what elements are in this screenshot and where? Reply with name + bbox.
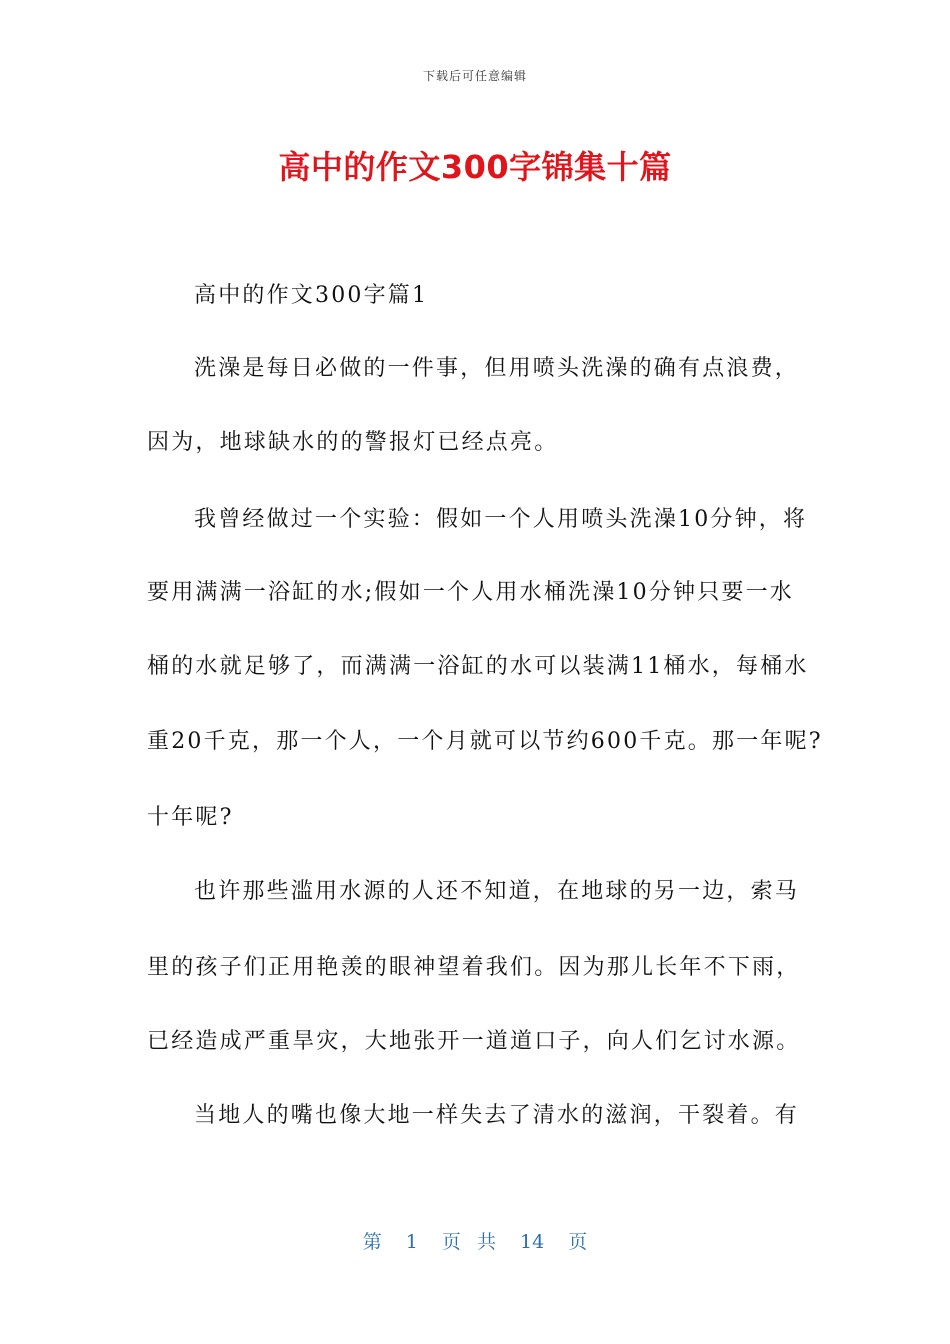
- paragraph-line: 重20千克，那一个人，一个月就可以节约600千克。那一年呢?: [147, 729, 823, 754]
- total-pages: 14: [520, 1231, 545, 1253]
- footer-middle: 页 共: [441, 1231, 496, 1253]
- document-title: 高中的作文300字锦集十篇: [278, 148, 672, 186]
- paragraph-line: 已经造成严重旱灾，大地张开一道道口子，向人们乞讨水源。: [147, 1029, 801, 1054]
- paragraph-line: 里的孩子们正用艳羡的眼神望着我们。因为那儿长年不下雨，: [147, 955, 801, 980]
- paragraph-line: 洗澡是每日必做的一件事，但用喷头洗澡的确有点浪费，: [194, 356, 800, 381]
- paragraph-line: 因为，地球缺水的的警报灯已经点亮。: [147, 430, 559, 455]
- paragraph-line: 当地人的嘴也像大地一样失去了清水的滋润，干裂着。有: [194, 1103, 800, 1128]
- paragraph-line: 桶的水就足够了，而满满一浴缸的水可以装满11桶水，每桶水: [147, 654, 809, 679]
- footer-prefix: 第: [362, 1231, 382, 1253]
- paragraph-line: 要用满满一浴缸的水;假如一个人用水桶洗澡10分钟只要一水: [147, 580, 795, 605]
- page-footer: [0, 1227, 950, 1254]
- paragraph-line: 十年呢?: [147, 805, 234, 830]
- section-heading: 高中的作文300字篇1: [194, 283, 429, 308]
- paragraph-line: 也许那些滥用水源的人还不知道，在地球的另一边，索马: [194, 879, 800, 904]
- header-note: 下载后可任意编辑: [422, 69, 527, 83]
- footer-suffix: 页: [568, 1231, 588, 1253]
- paragraph-line: 我曾经做过一个实验：假如一个人用喷头洗澡10分钟，将: [194, 507, 808, 532]
- page-number: 1: [405, 1231, 418, 1253]
